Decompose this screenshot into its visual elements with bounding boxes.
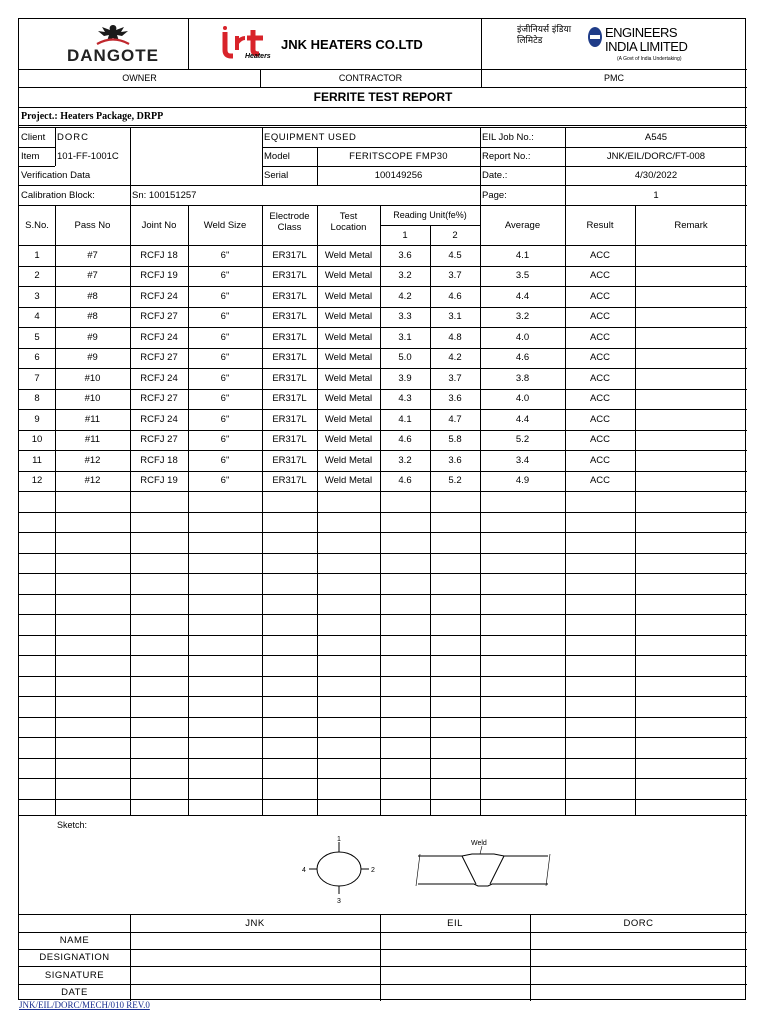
cell-weld-size: 6" (220, 290, 230, 302)
header-electrode-line1: Electrode (269, 211, 310, 222)
sig-col-jnk: JNK (245, 917, 265, 929)
cell-electrode-class: ER317L (272, 434, 307, 446)
grid-line (19, 266, 747, 267)
cell-reading-2: 3.6 (448, 393, 462, 405)
cell-reading-1: 3.2 (398, 454, 412, 466)
page-label: Page: (482, 189, 507, 201)
weld-joint-sketch (414, 834, 564, 894)
cell-sno: 2 (34, 270, 40, 282)
cell-reading-2: 3.7 (448, 372, 462, 384)
cell-average: 4.4 (515, 413, 530, 425)
header-reading-2: 2 (452, 229, 458, 241)
grid-line (19, 69, 747, 70)
grid-line (19, 737, 747, 738)
sketch-label: Sketch: (57, 820, 88, 830)
cell-electrode-class: ER317L (272, 290, 307, 302)
cell-pass-no: #12 (84, 475, 101, 487)
pmc-logo-line2: INDIA LIMITED (605, 39, 688, 54)
grid-line (19, 594, 747, 595)
cell-test-location: Weld Metal (324, 290, 373, 302)
cell-joint-no: RCFJ 27 (140, 311, 178, 323)
cell-average: 4.0 (515, 331, 530, 343)
cell-pass-no: #8 (87, 290, 98, 302)
cell-result: ACC (589, 475, 611, 487)
cell-joint-no: RCFJ 24 (140, 413, 178, 425)
model-value: FERITSCOPE FMP30 (349, 151, 448, 162)
grid-line (188, 19, 189, 69)
cell-reading-1: 4.3 (398, 393, 412, 405)
cell-average: 3.8 (515, 372, 530, 384)
cell-weld-size: 6" (220, 413, 230, 425)
calibration-label: Calibration Block: (21, 189, 95, 201)
cell-average: 4.6 (515, 352, 530, 364)
cell-joint-no: RCFJ 18 (140, 249, 178, 261)
cell-weld-size: 6" (220, 352, 230, 364)
cell-weld-size: 6" (220, 311, 230, 323)
cell-weld-size: 6" (220, 434, 230, 446)
cell-reading-2: 4.6 (448, 290, 462, 302)
cell-average: 3.4 (515, 454, 530, 466)
sig-row-designation: DESIGNATION (39, 952, 110, 963)
grid-line (480, 205, 481, 815)
cell-pass-no: #10 (84, 393, 101, 405)
grid-line (262, 147, 747, 148)
grid-line (19, 696, 747, 697)
verification-label: Verification Data (21, 170, 91, 181)
cell-average: 4.9 (515, 475, 530, 487)
cell-sno: 10 (31, 434, 43, 446)
header-average: Average (504, 219, 541, 231)
cell-result: ACC (589, 413, 611, 425)
cell-result: ACC (589, 393, 611, 405)
cell-pass-no: #7 (87, 270, 98, 282)
report-no-label: Report No.: (482, 151, 531, 162)
cell-joint-no: RCFJ 27 (140, 393, 178, 405)
header-electrode (262, 211, 317, 241)
cell-pass-no: #10 (84, 372, 101, 384)
grid-line (55, 205, 56, 815)
cell-weld-size: 6" (220, 454, 230, 466)
eil-job-label: EIL Job No.: (482, 131, 534, 143)
cell-joint-no: RCFJ 27 (140, 352, 178, 364)
cell-test-location: Weld Metal (324, 434, 373, 446)
pmc-logo-line1: ENGINEERS (605, 25, 678, 40)
grid-line (19, 778, 747, 779)
cell-test-location: Weld Metal (324, 352, 373, 364)
grid-line (260, 69, 261, 87)
cell-joint-no: RCFJ 24 (140, 290, 178, 302)
cell-weld-size: 6" (220, 331, 230, 343)
cell-reading-1: 3.9 (398, 372, 412, 384)
cell-test-location: Weld Metal (324, 475, 373, 487)
grid-line (19, 87, 747, 88)
cell-result: ACC (589, 270, 611, 282)
serial-value: 100149256 (374, 170, 423, 181)
equipment-label: EQUIPMENT USED (264, 131, 357, 143)
grid-line (130, 205, 131, 815)
grid-line (19, 127, 747, 128)
cell-electrode-class: ER317L (272, 413, 307, 425)
grid-line (565, 127, 566, 205)
cell-result: ACC (589, 331, 611, 343)
header-weld: Weld Size (203, 219, 247, 231)
cell-test-location: Weld Metal (324, 372, 373, 384)
cell-joint-no: RCFJ 24 (140, 372, 178, 384)
grid-line (19, 553, 747, 554)
cell-reading-2: 5.2 (448, 475, 462, 487)
cell-sno: 12 (31, 475, 43, 487)
cell-reading-1: 3.2 (398, 270, 412, 282)
grid-line (19, 815, 747, 816)
cell-reading-1: 5.0 (398, 352, 412, 364)
cell-reading-1: 4.1 (398, 413, 412, 425)
report-title: FERRITE TEST REPORT (313, 90, 453, 104)
model-label: Model (264, 151, 290, 162)
cell-sno: 6 (34, 352, 40, 364)
owner-logo-text: DANGOTE (67, 46, 159, 65)
item-label: Item (21, 151, 40, 162)
pipe-cross-section-sketch (299, 834, 379, 906)
client-label: Client (21, 131, 46, 143)
cell-joint-no: RCFJ 27 (140, 434, 178, 446)
pmc-logo (481, 19, 747, 69)
cell-electrode-class: ER317L (272, 249, 307, 261)
sig-col-eil: EIL (447, 917, 463, 929)
header-result: Result (586, 219, 614, 231)
cell-sno: 3 (34, 290, 40, 302)
grid-line (380, 914, 381, 1001)
grid-line (19, 676, 747, 677)
pipe-label-3: 3 (337, 898, 341, 905)
grid-line (19, 471, 747, 472)
pmc-logo-hindi: इंजीनियर्स इंडिया लिमिटेड (517, 25, 572, 46)
cell-electrode-class: ER317L (272, 372, 307, 384)
grid-line (317, 147, 318, 185)
grid-line (19, 758, 747, 759)
grid-line (19, 368, 747, 369)
grid-line (262, 166, 747, 167)
footer-reference: JNK/EIL/DORC/MECH/010 REV.0 (19, 1000, 150, 1010)
sig-row-date: DATE (61, 987, 88, 998)
grid-line (19, 655, 747, 656)
cell-electrode-class: ER317L (272, 331, 307, 343)
cell-joint-no: RCFJ 19 (140, 475, 178, 487)
cell-weld-size: 6" (220, 475, 230, 487)
contractor-logo (207, 19, 481, 69)
grid-line (19, 573, 747, 574)
cell-test-location: Weld Metal (324, 413, 373, 425)
grid-line (19, 512, 747, 513)
cell-pass-no: #12 (84, 454, 101, 466)
grid-line (19, 430, 747, 431)
header-test-line2: Location (330, 222, 367, 233)
cell-average: 5.2 (515, 434, 530, 446)
grid-line (19, 348, 747, 349)
grid-line (19, 286, 747, 287)
cell-reading-2: 4.7 (448, 413, 462, 425)
cell-sno: 1 (34, 249, 40, 261)
grid-line (565, 205, 566, 815)
grid-line (635, 205, 636, 815)
sig-row-signature: SIGNATURE (44, 969, 105, 981)
grid-line (19, 389, 747, 390)
grid-line (262, 205, 263, 815)
cell-weld-size: 6" (220, 372, 230, 384)
cell-reading-2: 4.5 (448, 249, 462, 261)
header-reading-1: 1 (402, 229, 408, 241)
cell-reading-2: 5.8 (448, 434, 462, 446)
grid-line (19, 327, 747, 328)
cell-sno: 5 (34, 331, 40, 343)
cell-test-location: Weld Metal (324, 311, 373, 323)
grid-line (19, 185, 747, 186)
cell-result: ACC (589, 352, 611, 364)
header-reading: Reading Unit(fe%) (393, 210, 467, 220)
cell-pass-no: #7 (87, 249, 98, 261)
cell-electrode-class: ER317L (272, 454, 307, 466)
cell-reading-1: 3.6 (398, 249, 412, 261)
cell-sno: 11 (32, 454, 42, 466)
cell-pass-no: #11 (84, 434, 101, 446)
grid-line (19, 614, 747, 615)
cell-joint-no: RCFJ 24 (140, 331, 178, 343)
cell-reading-1: 3.1 (398, 331, 412, 343)
date-label: Date.: (482, 170, 508, 181)
grid-line (19, 984, 747, 985)
sig-row-name: NAME (59, 935, 90, 946)
cell-result: ACC (589, 290, 611, 302)
cell-result: ACC (589, 311, 611, 323)
cell-reading-2: 4.2 (448, 352, 462, 364)
cell-joint-no: RCFJ 18 (140, 454, 178, 466)
pipe-label-2: 2 (371, 867, 375, 874)
dangote-eagle-icon (93, 22, 133, 46)
cell-result: ACC (589, 434, 611, 446)
cell-reading-2: 3.7 (448, 270, 462, 282)
grid-line (19, 966, 747, 967)
cell-result: ACC (589, 454, 611, 466)
cell-reading-2: 3.6 (448, 454, 462, 466)
serial-label: Serial (264, 170, 289, 181)
header-remark: Remark (674, 219, 708, 231)
cell-reading-1: 4.6 (398, 475, 412, 487)
grid-line (19, 799, 747, 800)
cell-electrode-class: ER317L (272, 393, 307, 405)
grid-line (19, 107, 747, 108)
grid-line (19, 166, 55, 167)
grid-line (19, 532, 747, 533)
page-value: 1 (653, 189, 659, 201)
header-electrode-line2: Class (277, 222, 302, 233)
cell-electrode-class: ER317L (272, 270, 307, 282)
grid-line (130, 127, 131, 185)
grid-line (55, 127, 56, 166)
header-sno: S.No. (25, 219, 49, 231)
cell-sno: 9 (34, 413, 40, 425)
cell-reading-1: 4.2 (398, 290, 412, 302)
role-pmc: PMC (604, 73, 624, 83)
cell-reading-2: 3.1 (448, 311, 462, 323)
grid-line (130, 185, 131, 205)
grid-line (430, 225, 431, 815)
cell-sno: 4 (34, 311, 40, 323)
cell-average: 4.1 (515, 249, 530, 261)
grid-line (19, 147, 55, 148)
eil-job-value: A545 (644, 131, 668, 143)
grid-line (19, 932, 747, 933)
cell-average: 3.2 (515, 311, 530, 323)
cell-pass-no: #9 (87, 331, 98, 343)
cell-joint-no: RCFJ 19 (140, 270, 178, 282)
pipe-label-4: 4 (302, 867, 306, 874)
grid-line (19, 307, 747, 308)
cell-sno: 8 (34, 393, 40, 405)
grid-line (262, 127, 263, 185)
cell-electrode-class: ER317L (272, 311, 307, 323)
grid-line (19, 949, 747, 950)
report-no-value: JNK/EIL/DORC/FT-008 (606, 151, 706, 162)
calibration-value: Sn: 100151257 (132, 189, 197, 201)
cell-result: ACC (589, 372, 611, 384)
grid-line (19, 409, 747, 410)
eil-emblem-icon (587, 26, 603, 48)
cell-test-location: Weld Metal (324, 249, 373, 261)
cell-reading-2: 4.8 (448, 331, 462, 343)
date-value: 4/30/2022 (634, 170, 678, 181)
cell-reading-1: 3.3 (398, 311, 412, 323)
cell-weld-size: 6" (220, 393, 230, 405)
grid-line (19, 914, 747, 915)
item-value: 101-FF-1001C (57, 151, 119, 162)
grid-line (130, 914, 131, 1001)
cell-weld-size: 6" (220, 249, 230, 261)
cell-average: 4.4 (515, 290, 530, 302)
cell-test-location: Weld Metal (324, 270, 373, 282)
project-line: Project.: Heaters Package, DRPP (21, 110, 164, 122)
pmc-logo-tagline: (A Govt of India Undertaking) (617, 56, 682, 62)
grid-line (317, 205, 318, 815)
role-owner: OWNER (122, 73, 157, 83)
header-test-location (317, 211, 380, 241)
cell-test-location: Weld Metal (324, 331, 373, 343)
grid-line (19, 635, 747, 636)
owner-logo (19, 19, 207, 69)
cell-average: 4.0 (515, 393, 530, 405)
grid-line (380, 205, 381, 815)
contractor-logo-sub: Heaters (245, 53, 271, 60)
cell-pass-no: #9 (87, 352, 98, 364)
cell-reading-1: 4.6 (398, 434, 412, 446)
cell-test-location: Weld Metal (324, 454, 373, 466)
grid-line (19, 245, 747, 246)
cell-electrode-class: ER317L (272, 475, 307, 487)
grid-line (19, 205, 747, 206)
grid-line (530, 914, 531, 1001)
header-pass: Pass No (74, 219, 111, 231)
sig-col-dorc: DORC (623, 917, 654, 929)
cell-weld-size: 6" (220, 270, 230, 282)
weld-label: Weld (471, 840, 487, 847)
header-joint: Joint No (141, 219, 177, 231)
grid-line (19, 450, 747, 451)
cell-result: ACC (589, 249, 611, 261)
cell-test-location: Weld Metal (324, 393, 373, 405)
cell-pass-no: #11 (84, 413, 101, 425)
grid-line (480, 127, 481, 205)
grid-line (481, 19, 482, 87)
grid-line (19, 125, 747, 126)
grid-line (188, 205, 189, 815)
contractor-name: JNK HEATERS CO.LTD (281, 36, 423, 52)
cell-sno: 7 (34, 372, 40, 384)
report-sheet (18, 18, 746, 1000)
cell-electrode-class: ER317L (272, 352, 307, 364)
client-value: DORC (57, 131, 89, 143)
pipe-label-1: 1 (337, 836, 341, 843)
role-contractor: CONTRACTOR (338, 73, 403, 83)
grid-line (19, 491, 747, 492)
header-test-line1: Test (339, 211, 358, 222)
cell-average: 3.5 (515, 270, 530, 282)
cell-pass-no: #8 (87, 311, 98, 323)
grid-line (19, 717, 747, 718)
